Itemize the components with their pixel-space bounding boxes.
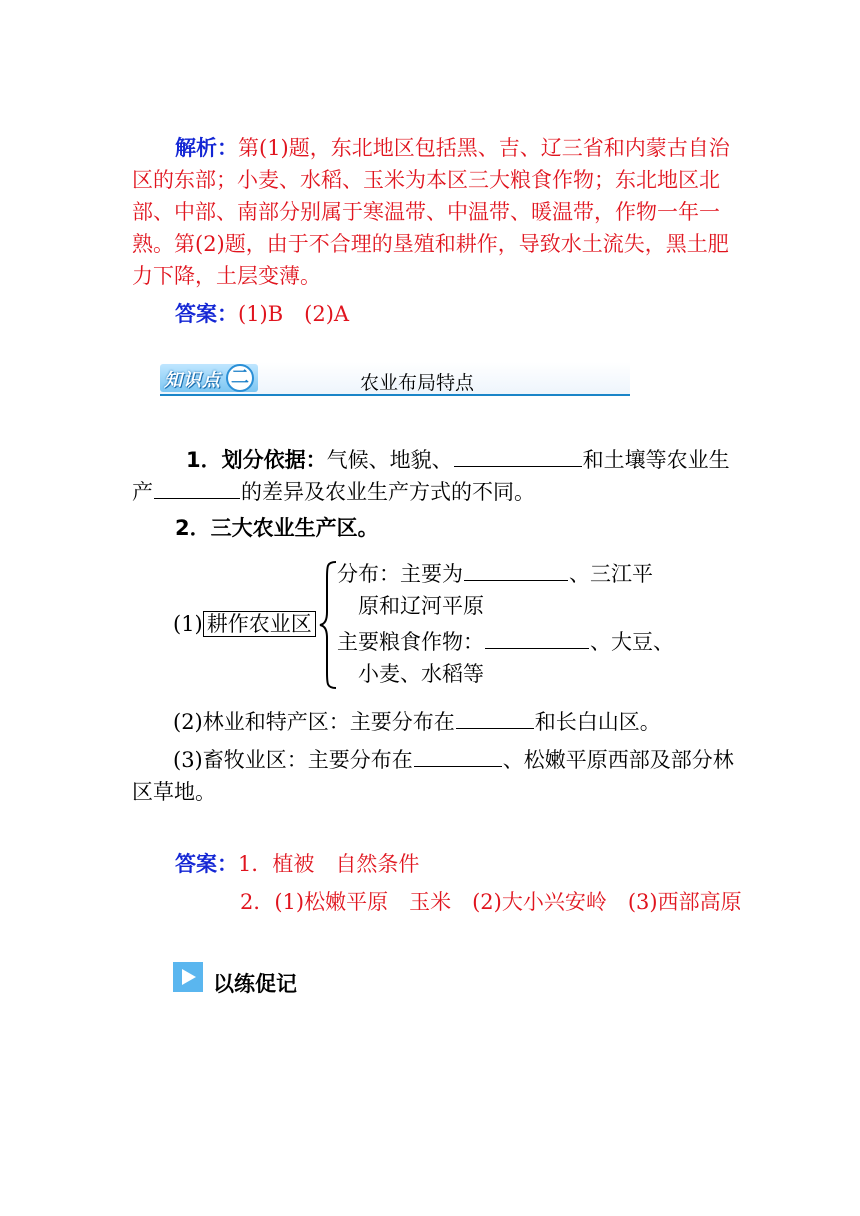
farming-area-name: 耕作农业区	[203, 611, 316, 637]
fill-blank[interactable]	[454, 444, 582, 467]
fill-blank[interactable]	[154, 476, 240, 499]
farming-area-number: (1)	[173, 612, 203, 636]
knowledge-point-number: 二	[226, 364, 254, 392]
answer-1	[175, 298, 349, 330]
pasture-line-1: (3)畜牧业区：主要分布在 、松嫩平原西部及部分林	[173, 744, 734, 776]
knowledge-point-header	[160, 362, 630, 396]
crops-line-2: 小麦、水稻等	[358, 662, 484, 686]
forestry-line: (2)林业和特产区：主要分布在 和长白山区。	[173, 706, 661, 738]
answer-label: 答案：	[175, 302, 238, 326]
answer-2-line-2: 2．(1)松嫩平原 玉米 (2)大小兴安岭 (3)西部高原	[240, 890, 742, 914]
item-2-label: 2．三大农业生产区。	[175, 516, 379, 540]
fill-blank[interactable]	[464, 558, 568, 581]
practice-label: 以练促记	[213, 972, 297, 996]
distribution-line-1: 分布：主要为 、三江平	[337, 558, 653, 590]
knowledge-point-badge	[160, 364, 258, 392]
analysis-line-1: 解析：第(1)题，东北地区包括黑、吉、辽三省和内蒙古自治	[175, 136, 730, 160]
analysis-label: 解析：	[175, 136, 238, 160]
item-1-label: 1．划分依据：	[186, 448, 327, 472]
knowledge-point-title: 农业布局特点	[360, 372, 475, 394]
answer-2-line-1: 答案：1．植被 自然条件	[175, 852, 420, 876]
distribution-line-2: 原和辽河平原	[358, 594, 484, 618]
fill-blank[interactable]	[456, 706, 534, 729]
analysis-line-5: 力下降，土层变薄。	[132, 264, 321, 288]
item-1-line-2: 产 的差异及农业生产方式的不同。	[132, 476, 535, 508]
item-1-line-1: 1．划分依据：气候、地貌、 和土壤等农业生	[186, 444, 730, 476]
crops-line-1: 主要粮食作物： 、大豆、	[337, 626, 674, 658]
knowledge-point-badge-text: 知识点	[164, 370, 221, 391]
farming-area	[173, 608, 316, 640]
answer-label: 答案：	[175, 852, 238, 876]
analysis-line-4: 熟。第(2)题，由于不合理的垦殖和耕作，导致水土流失，黑土肥	[132, 232, 729, 256]
analysis-line-2: 区的东部；小麦、水稻、玉米为本区三大粮食作物；东北地区北	[132, 168, 720, 192]
analysis-line-3: 部、中部、南部分别属于寒温带、中温带、暖温带，作物一年一	[132, 200, 720, 224]
pasture-line-2: 区草地。	[132, 780, 216, 804]
fill-blank[interactable]	[414, 744, 502, 767]
answer-text: (1)B (2)A	[238, 302, 350, 326]
fill-blank[interactable]	[485, 626, 589, 649]
play-icon	[173, 962, 203, 992]
